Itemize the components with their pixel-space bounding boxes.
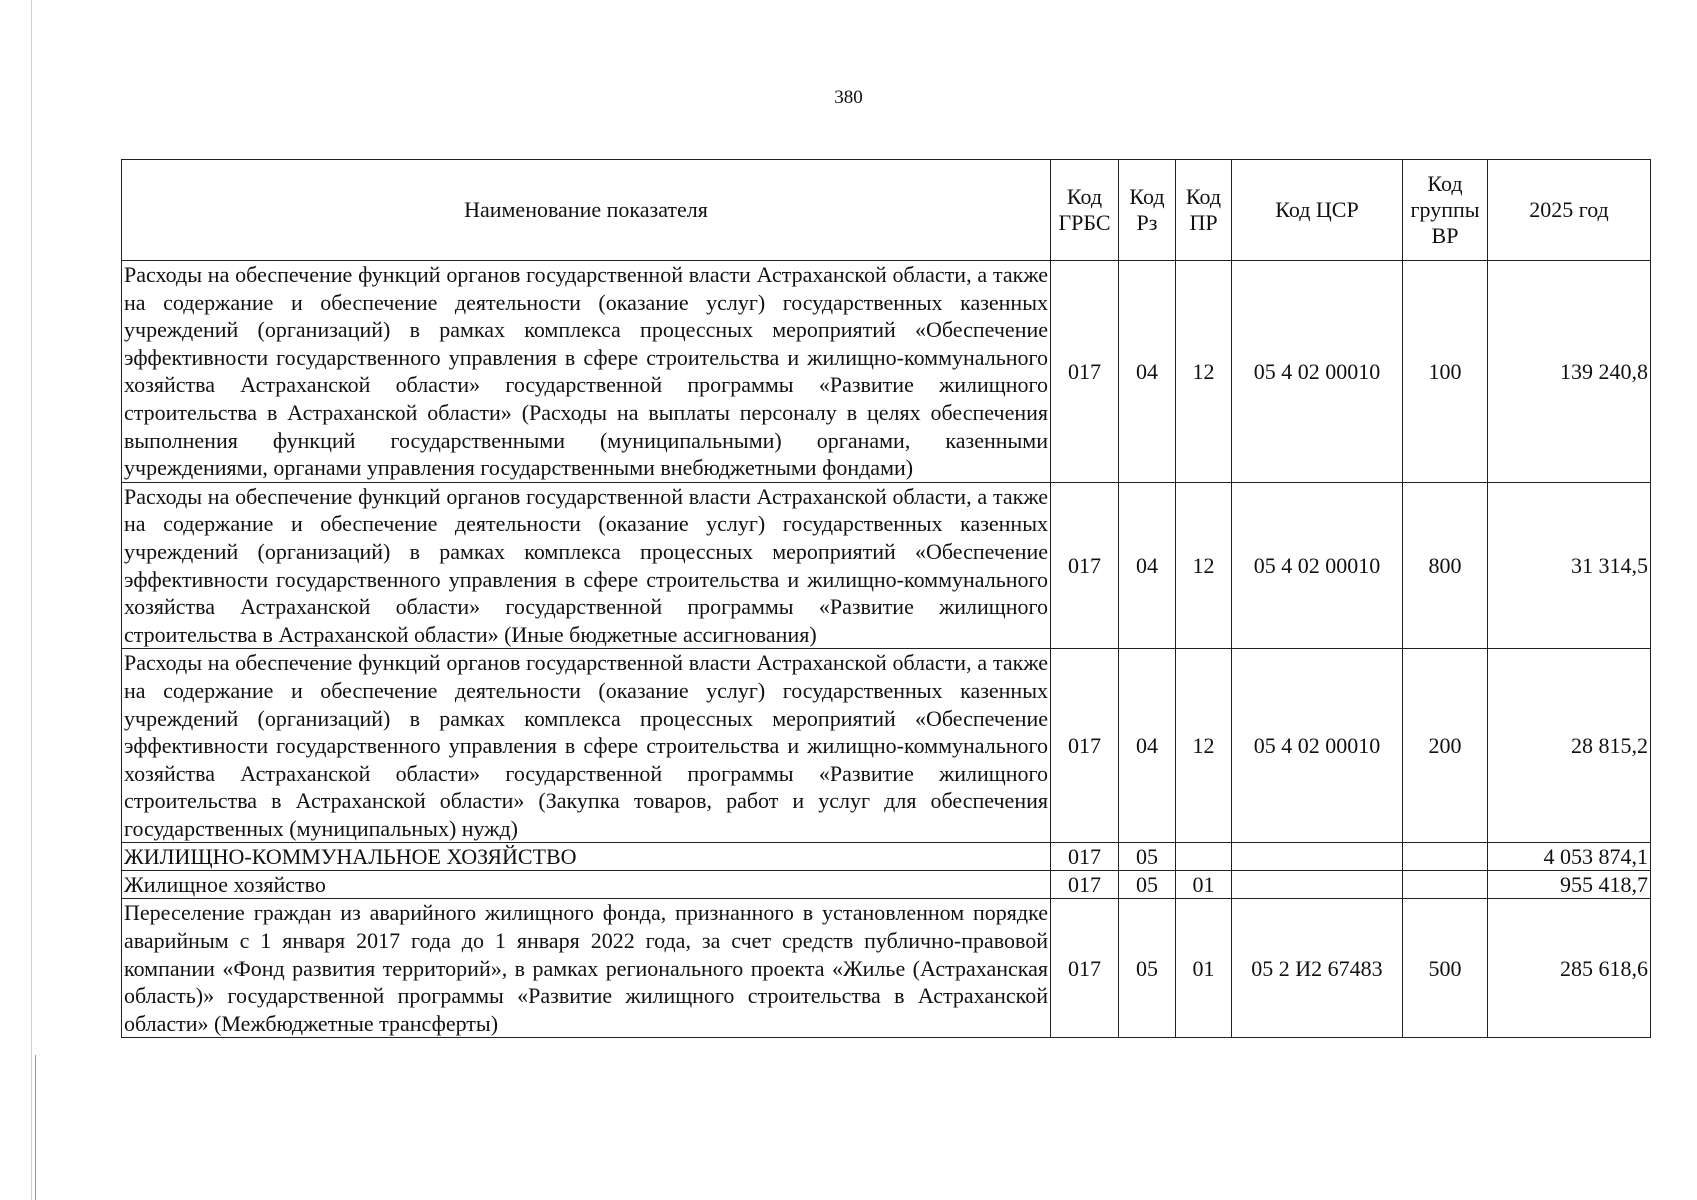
row-pr: 12 [1176, 261, 1232, 483]
header-rz: Код Рз [1119, 160, 1176, 261]
row-vr: 500 [1403, 899, 1488, 1038]
header-pr: Код ПР [1176, 160, 1232, 261]
row-grbs: 017 [1051, 871, 1119, 899]
header-csr: Код ЦСР [1232, 160, 1403, 261]
row-pr [1176, 843, 1232, 871]
row-csr: 05 4 02 00010 [1232, 482, 1403, 649]
row-rz: 04 [1119, 261, 1176, 483]
row-name: Расходы на обеспечение функций органов государственной власти Астраханской области, а также на содержание и обеспечение деятельности (оказание услуг) государственных казенных учреждений (организаций) в рамках комплекса процессных мероприятий «Обеспечение эффективности государственного управления в сфере строительства и жилищно-коммунального хозяйства Астраханской области» государственной программы «Развитие жилищного строительства в Астраханской области» (Закупка товаров, работ и услуг для обеспечения государственных (муниципальных) нужд) [122, 649, 1051, 843]
row-value: 28 815,2 [1488, 649, 1651, 843]
row-rz: 04 [1119, 482, 1176, 649]
row-pr: 01 [1176, 899, 1232, 1038]
row-rz: 05 [1119, 899, 1176, 1038]
row-csr: 05 2 И2 67483 [1232, 899, 1403, 1038]
row-vr: 100 [1403, 261, 1488, 483]
row-csr [1232, 843, 1403, 871]
table-header-row [122, 160, 1651, 261]
row-name: ЖИЛИЩНО-КОММУНАЛЬНОЕ ХОЗЯЙСТВО [122, 843, 1051, 871]
row-rz: 05 [1119, 871, 1176, 899]
row-name: Переселение граждан из аварийного жилищного фонда, признанного в установленном порядке аварийным с 1 января 2017 года до 1 января 2022 года, за счет средств публично-правовой компании «Фонд развития территорий», в рамках регионального проекта «Жилье (Астраханская область)» государственной программы «Развитие жилищного строительства в Астраханской области» (Межбюджетные трансферты) [122, 899, 1051, 1038]
scan-margin-line [35, 1055, 36, 1200]
row-value: 31 314,5 [1488, 482, 1651, 649]
row-grbs: 017 [1051, 261, 1119, 483]
table-row [122, 899, 1651, 1038]
table-row [122, 261, 1651, 483]
row-grbs: 017 [1051, 899, 1119, 1038]
row-vr [1403, 871, 1488, 899]
row-rz: 04 [1119, 649, 1176, 843]
row-pr: 01 [1176, 871, 1232, 899]
row-csr: 05 4 02 00010 [1232, 261, 1403, 483]
header-name: Наименование показателя [122, 160, 1051, 261]
row-grbs: 017 [1051, 843, 1119, 871]
header-grbs: Код ГРБС [1051, 160, 1119, 261]
row-vr: 800 [1403, 482, 1488, 649]
row-value: 139 240,8 [1488, 261, 1651, 483]
row-vr [1403, 843, 1488, 871]
row-csr [1232, 871, 1403, 899]
table-row [122, 843, 1651, 871]
header-year: 2025 год [1488, 160, 1651, 261]
page-number: 380 [834, 87, 863, 108]
row-name: Расходы на обеспечение функций органов государственной власти Астраханской области, а также на содержание и обеспечение деятельности (оказание услуг) государственных казенных учреждений (организаций) в рамках комплекса процессных мероприятий «Обеспечение эффективности государственного управления в сфере строительства и жилищно-коммунального хозяйства Астраханской области» государственной программы «Развитие жилищного строительства в Астраханской области» (Иные бюджетные ассигнования) [122, 482, 1051, 649]
row-name: Расходы на обеспечение функций органов государственной власти Астраханской области, а также на содержание и обеспечение деятельности (оказание услуг) государственных казенных учреждений (организаций) в рамках комплекса процессных мероприятий «Обеспечение эффективности государственного управления в сфере строительства и жилищно-коммунального хозяйства Астраханской области» государственной программы «Развитие жилищного строительства в Астраханской области» (Расходы на выплаты персоналу в целях обеспечения выполнения функций государственными (муниципальными) органами, казенными учреждениями, органами управления государственными внебюджетными фондами) [122, 261, 1051, 483]
row-rz: 05 [1119, 843, 1176, 871]
table-row [122, 482, 1651, 649]
row-name: Жилищное хозяйство [122, 871, 1051, 899]
row-csr: 05 4 02 00010 [1232, 649, 1403, 843]
header-vr: Код группы ВР [1403, 160, 1488, 261]
row-pr: 12 [1176, 649, 1232, 843]
row-value: 285 618,6 [1488, 899, 1651, 1038]
scan-margin-line [31, 0, 32, 1200]
row-pr: 12 [1176, 482, 1232, 649]
table-row [122, 649, 1651, 843]
row-grbs: 017 [1051, 482, 1119, 649]
row-value: 955 418,7 [1488, 871, 1651, 899]
budget-table [121, 159, 1651, 1038]
table-row [122, 871, 1651, 899]
row-vr: 200 [1403, 649, 1488, 843]
row-grbs: 017 [1051, 649, 1119, 843]
row-value: 4 053 874,1 [1488, 843, 1651, 871]
